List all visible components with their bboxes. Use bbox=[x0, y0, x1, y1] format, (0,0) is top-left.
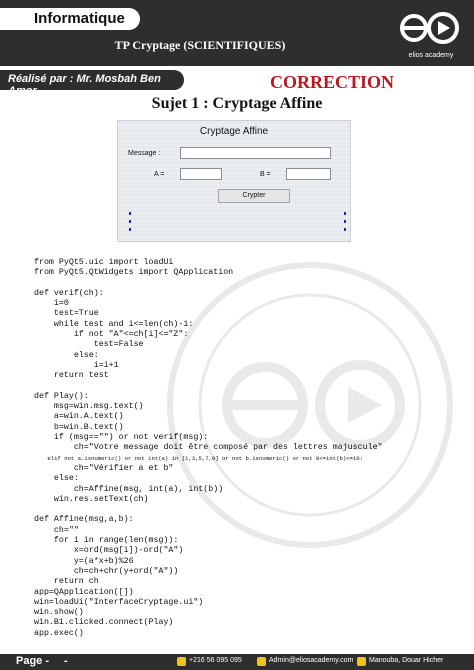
logo-text: elios academy bbox=[408, 52, 454, 59]
code-line: from PyQt5.QtWidgets import QApplication bbox=[34, 268, 234, 278]
result-marker bbox=[129, 228, 131, 231]
b-input[interactable] bbox=[286, 168, 331, 180]
location-icon bbox=[357, 657, 366, 666]
code-line: ch="Vérifier a et b" bbox=[34, 463, 174, 473]
code-line: ch=Affine(msg, int(a), int(b)) bbox=[34, 484, 224, 494]
message-input[interactable] bbox=[180, 147, 331, 159]
code-line: test=True bbox=[34, 309, 99, 319]
code-line: win.res.setText(ch) bbox=[34, 494, 149, 504]
code-line: return ch bbox=[34, 577, 99, 587]
code-line: win=loadUi("InterfaceCryptage.ui") bbox=[34, 597, 204, 607]
code-line: def Affine(msg,a,b): bbox=[34, 515, 134, 525]
document-title: TP Cryptage (SCIENTIFIQUES) bbox=[114, 38, 286, 52]
a-label: A = bbox=[154, 171, 165, 178]
code-line: i=0 bbox=[34, 299, 69, 309]
correction-heading: CORRECTION bbox=[270, 72, 395, 92]
code-line: if (msg=="") or not verif(msg): bbox=[34, 433, 209, 443]
result-marker bbox=[129, 220, 131, 223]
result-marker bbox=[344, 212, 346, 215]
page-header bbox=[0, 0, 474, 66]
message-label: Message : bbox=[128, 150, 161, 157]
crypter-button[interactable]: Crypter bbox=[218, 189, 290, 203]
b-label: B = bbox=[260, 171, 271, 178]
subject-heading: Sujet 1 : Cryptage Affine bbox=[151, 95, 323, 112]
code-line: else: bbox=[34, 474, 79, 484]
subject-label: Informatique bbox=[34, 10, 125, 27]
result-marker bbox=[344, 220, 346, 223]
phone-number: +216 56 095 095 bbox=[189, 657, 242, 664]
code-line bbox=[34, 505, 383, 515]
code-line: test=False bbox=[34, 340, 144, 350]
code-line: if not "A"<=ch[i]<="Z": bbox=[34, 330, 189, 340]
code-line: from PyQt5.uic import loadUi bbox=[34, 258, 174, 267]
code-line: win.B1.clicked.connect(Play) bbox=[34, 618, 174, 628]
page-label: Page - bbox=[16, 655, 50, 667]
page-number: - bbox=[64, 655, 68, 667]
author-tab bbox=[0, 70, 184, 97]
email-address: Admin@eliosacademy.com bbox=[269, 657, 354, 664]
code-line: ch=ch+chr(y+ord("A")) bbox=[34, 566, 179, 576]
code-line: app.exec() bbox=[34, 628, 84, 638]
code-line: ch="Votre message doit être composé par des lettres majuscule" bbox=[34, 443, 383, 453]
code-line: a=win.A.text() bbox=[34, 412, 124, 422]
code-line: return test bbox=[34, 371, 109, 381]
code-line: def verif(ch): bbox=[34, 288, 104, 298]
code-line: y=(a*x+b)%26 bbox=[34, 556, 134, 566]
code-line: for i in range(len(msg)): bbox=[34, 536, 179, 546]
author-label: Réalisé par : Mr. Mosbah Ben Amor bbox=[8, 73, 161, 97]
code-line bbox=[34, 382, 383, 392]
result-marker bbox=[129, 212, 131, 215]
code-line: while test and i<=len(ch)-1: bbox=[34, 319, 194, 329]
email-icon bbox=[257, 657, 266, 666]
code-line bbox=[34, 279, 383, 289]
code-line: app=QApplication([]) bbox=[34, 587, 134, 597]
code-line: ch="" bbox=[34, 525, 79, 535]
code-line: def Play(): bbox=[34, 391, 89, 401]
a-input[interactable] bbox=[180, 168, 222, 180]
code-listing bbox=[34, 258, 383, 639]
code-line: i=i+1 bbox=[34, 360, 119, 370]
result-marker bbox=[344, 228, 346, 231]
subject-tab bbox=[0, 8, 140, 30]
form-title: Cryptage Affine bbox=[199, 126, 269, 137]
cryptage-form-window bbox=[117, 120, 351, 242]
code-line: elif not a.isnumeric() or not int(a) in [1,3,5,7,9] or not b.isnumeric() or not 0<=int(b)<=10: bbox=[34, 454, 363, 462]
address: Manouba, Douar Hicher bbox=[369, 657, 444, 664]
page-footer bbox=[0, 654, 474, 670]
code-line: x=ord(msg[i])-ord("A") bbox=[34, 546, 184, 556]
code-line: b=win.B.text() bbox=[34, 422, 124, 432]
code-line: msg=win.msg.text() bbox=[34, 402, 144, 412]
code-line: win.show() bbox=[34, 608, 84, 618]
code-line: else: bbox=[34, 350, 99, 360]
phone-icon bbox=[177, 657, 186, 666]
